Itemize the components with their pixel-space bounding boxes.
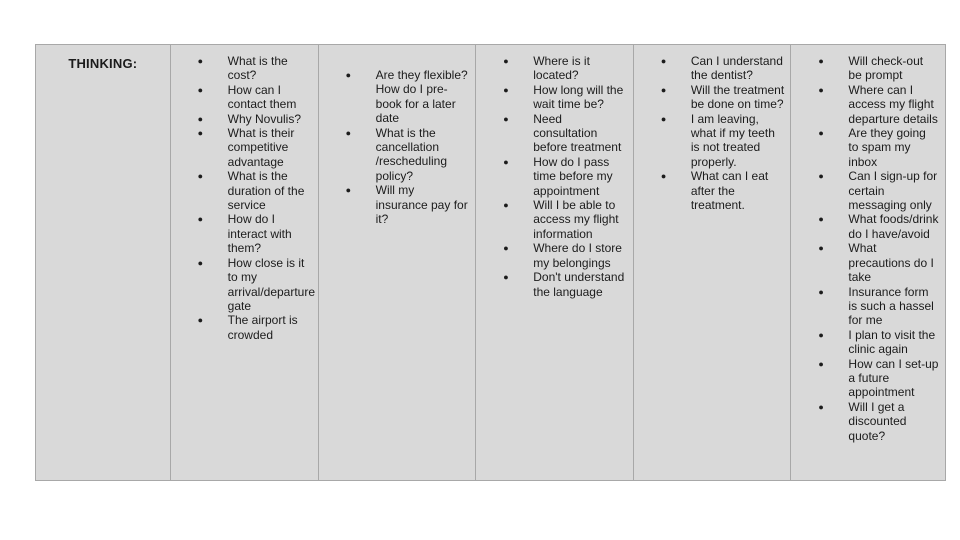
list-item xyxy=(818,126,939,169)
bullet-icon: ● xyxy=(503,243,509,254)
bullet-icon: ● xyxy=(503,56,509,66)
list-item-text: What is their competitive advantage xyxy=(227,126,295,169)
list-item-text: What foods/drink do I have/avoid xyxy=(848,212,939,241)
list-item xyxy=(660,111,785,170)
bullet-icon: ● xyxy=(818,401,824,412)
list-item xyxy=(503,198,629,241)
list-item-text: Are they going to spam my inbox xyxy=(848,126,926,169)
bullet-icon: ● xyxy=(197,171,204,182)
bullet-icon: ● xyxy=(503,113,509,124)
list-item xyxy=(818,356,939,400)
list-item-text: Where is it located? xyxy=(533,54,590,83)
list-item xyxy=(660,82,785,112)
list-item-text: Why Novulis? xyxy=(227,111,301,126)
bullet-icon: ● xyxy=(818,84,824,95)
row-label-cell xyxy=(36,45,170,480)
list-item xyxy=(345,125,470,184)
list-item xyxy=(503,82,629,112)
list-item xyxy=(660,169,785,213)
list-item-text: Will my insurance pay for it? xyxy=(375,183,468,227)
list-item xyxy=(197,126,312,169)
list-item xyxy=(197,212,312,256)
bullet-icon: ● xyxy=(197,315,204,326)
list-item xyxy=(197,313,312,342)
list-item xyxy=(197,255,316,314)
list-item-text: Can I understand the dentist? xyxy=(690,54,783,83)
bullet-icon: ● xyxy=(503,84,509,95)
list-item-text: Don't understand the language xyxy=(533,270,625,299)
list-item-text: Where can I access my flight departure details xyxy=(848,82,938,126)
bullet-icon: ● xyxy=(818,329,824,340)
column-2-cell xyxy=(318,45,476,480)
bullet-icon: ● xyxy=(660,56,667,66)
bullet-icon: ● xyxy=(345,127,352,138)
bullet-icon: ● xyxy=(660,84,667,95)
list-item xyxy=(818,169,939,213)
list-item-text: How long will the wait time be? xyxy=(533,82,624,112)
list-item xyxy=(197,169,312,213)
list-item xyxy=(660,54,785,83)
column-4-list xyxy=(634,54,791,212)
list-item xyxy=(503,154,629,198)
list-item-text: What is the duration of the service xyxy=(227,169,305,213)
column-4-cell xyxy=(633,45,791,480)
list-item xyxy=(818,327,939,357)
list-item-text: Can I sign-up for certain messaging only xyxy=(848,169,938,213)
bullet-icon: ● xyxy=(197,56,204,66)
list-item-text: I plan to visit the clinic again xyxy=(848,327,936,357)
list-item-text: How do I pass time before my appointment xyxy=(533,154,613,198)
list-item xyxy=(503,111,629,155)
bullet-icon: ● xyxy=(197,257,204,268)
list-item-text: Will the treatment be done on time? xyxy=(690,82,785,112)
bullet-icon: ● xyxy=(197,84,204,95)
list-item-text: What precautions do I take xyxy=(848,241,934,285)
bullet-icon: ● xyxy=(345,185,352,196)
list-item xyxy=(818,82,939,126)
list-item xyxy=(197,54,312,83)
list-item-text: What can I eat after the treatment. xyxy=(690,169,769,213)
list-item-text: Are they flexible? How do I pre-book for a later date xyxy=(375,68,468,126)
bullet-icon: ● xyxy=(503,156,509,167)
list-item xyxy=(197,82,312,112)
list-item-text: How do I interact with them? xyxy=(227,212,292,256)
list-item xyxy=(818,212,939,241)
list-item xyxy=(503,241,629,270)
column-5-list xyxy=(791,54,945,443)
thinking-table xyxy=(35,44,946,481)
list-item-text: Where do I store my belongings xyxy=(533,241,622,270)
bullet-icon: ● xyxy=(345,70,352,80)
bullet-icon: ● xyxy=(197,128,204,139)
bullet-icon: ● xyxy=(818,243,824,254)
list-item-text: I am leaving, what if my teeth is not treated properly. xyxy=(690,111,775,169)
list-item xyxy=(503,54,629,83)
row-label: THINKING: xyxy=(68,56,138,71)
list-item-text: Need consultation before treatment xyxy=(533,111,622,155)
list-item xyxy=(503,270,629,299)
bullet-icon: ● xyxy=(660,171,667,182)
bullet-icon: ● xyxy=(660,113,667,124)
list-item xyxy=(818,399,939,443)
list-item xyxy=(345,183,470,227)
column-5-cell xyxy=(790,45,945,480)
bullet-icon: ● xyxy=(818,358,824,369)
bullet-icon: ● xyxy=(818,214,824,225)
list-item-text: The airport is crowded xyxy=(227,313,298,342)
list-item-text: How close is it to my arrival/departure gate xyxy=(227,255,316,313)
list-item xyxy=(818,241,939,285)
bullet-icon: ● xyxy=(818,286,824,297)
list-item xyxy=(345,68,470,126)
list-item xyxy=(197,111,312,126)
bullet-icon: ● xyxy=(197,113,204,124)
list-item xyxy=(818,54,939,83)
list-item-text: How can I contact them xyxy=(227,82,297,112)
bullet-icon: ● xyxy=(503,272,509,283)
column-3-list xyxy=(476,54,633,299)
list-item-text: Insurance form is such a hassel for me xyxy=(848,284,934,328)
list-item-text: Will check-out be prompt xyxy=(848,54,924,83)
list-item-text: Will I be able to access my flight information xyxy=(533,198,619,241)
column-1-list xyxy=(171,54,318,342)
list-item-text: What is the cancellation /rescheduling policy? xyxy=(375,125,448,183)
column-3-cell xyxy=(475,45,633,480)
bullet-icon: ● xyxy=(197,214,204,225)
list-item-text: Will I get a discounted quote? xyxy=(848,399,907,443)
bullet-icon: ● xyxy=(503,200,509,211)
bullet-icon: ● xyxy=(818,128,824,139)
bullet-icon: ● xyxy=(818,171,824,182)
list-item xyxy=(818,284,939,328)
column-2-list xyxy=(319,54,476,226)
list-item-text: How can I set-up a future appointment xyxy=(848,356,939,400)
column-1-cell xyxy=(170,45,318,480)
list-item-text: What is the cost? xyxy=(227,54,288,83)
bullet-icon: ● xyxy=(818,56,824,66)
